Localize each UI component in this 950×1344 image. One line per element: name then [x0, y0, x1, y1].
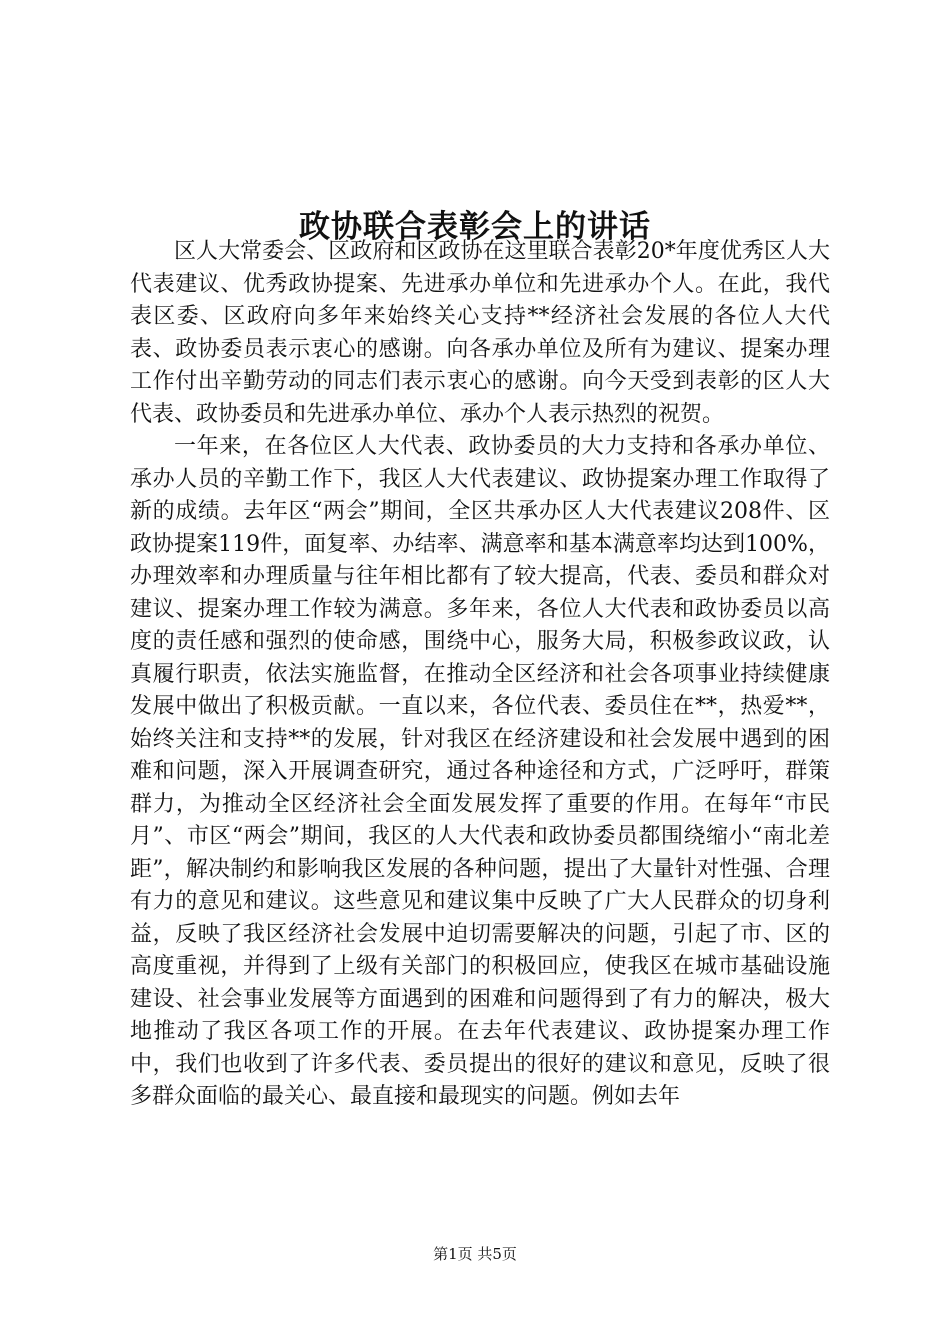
- document-title: 政协联合表彰会上的讲话: [299, 208, 651, 245]
- paragraph: 区人大常委会、区政府和区政协在这里联合表彰20*年度优秀区人大代表建议、优秀政协提案、先进承办单位和先进承办个人。在此，我代表区委、区政府向多年来始终关心支持**经济社会发展的各位人大代表、政协委员表示衷心的感谢。向各承办单位及所有为建议、提案办理工作付出辛勤劳动的同志们表示衷心的感谢。向今天受到表彰的区人大代表、政协委员和先进承办单位、承办个人表示热烈的祝贺。: [130, 239, 830, 427]
- page-number-footer: 第1页 共5页: [433, 1245, 517, 1263]
- paragraph: 一年来，在各位区人大代表、政协委员的大力支持和各承办单位、承办人员的辛勤工作下，我区人大代表建议、政协提案办理工作取得了新的成绩。去年区“两会”期间，全区共承办区人大代表建议208件、区政协提案119件，面复率、办结率、满意率和基本满意率均达到100%，办理效率和办理质量与往年相比都有了较大提高，代表、委员和群众对建议、提案办理工作较为满意。多年来，各位人大代表和政协委员以高度的责任感和强烈的使命感，围绕中心，服务大局，积极参政议政，认真履行职责，依法实施监督，在推动全区经济和社会各项事业持续健康发展中做出了积极贡献。一直以来，各位代表、委员住在**，热爱**，始终关注和支持**的发展，针对我区在经济建设和社会发展中遇到的困难和问题，深入开展调查研究，通过各种途径和方式，广泛呼吁，群策群力，为推动全区经济社会全面发展发挥了重要的作用。在每年“市民月”、市区“两会”期间，我区的人大代表和政协委员都围绕缩小“南北差距”，解决制约和影响我区发展的各种问题，提出了大量针对性强、合理有力的意见和建议。这些意见和建议集中反映了广大人民群众的切身利益，反映了我区经济社会发展中迫切需要解决的问题，引起了市、区的高度重视，并得到了上级有关部门的积极回应，使我区在城市基础设施建设、社会事业发展等方面遇到的困难和问题得到了有力的解决，极大地推动了我区各项工作的开展。在去年代表建议、政协提案办理工作中，我们也收到了许多代表、委员提出的很好的建议和意见，反映了很多群众面临的最关心、最直接和最现实的问题。例如去年: [130, 434, 830, 1109]
- document-body: [130, 236, 830, 1114]
